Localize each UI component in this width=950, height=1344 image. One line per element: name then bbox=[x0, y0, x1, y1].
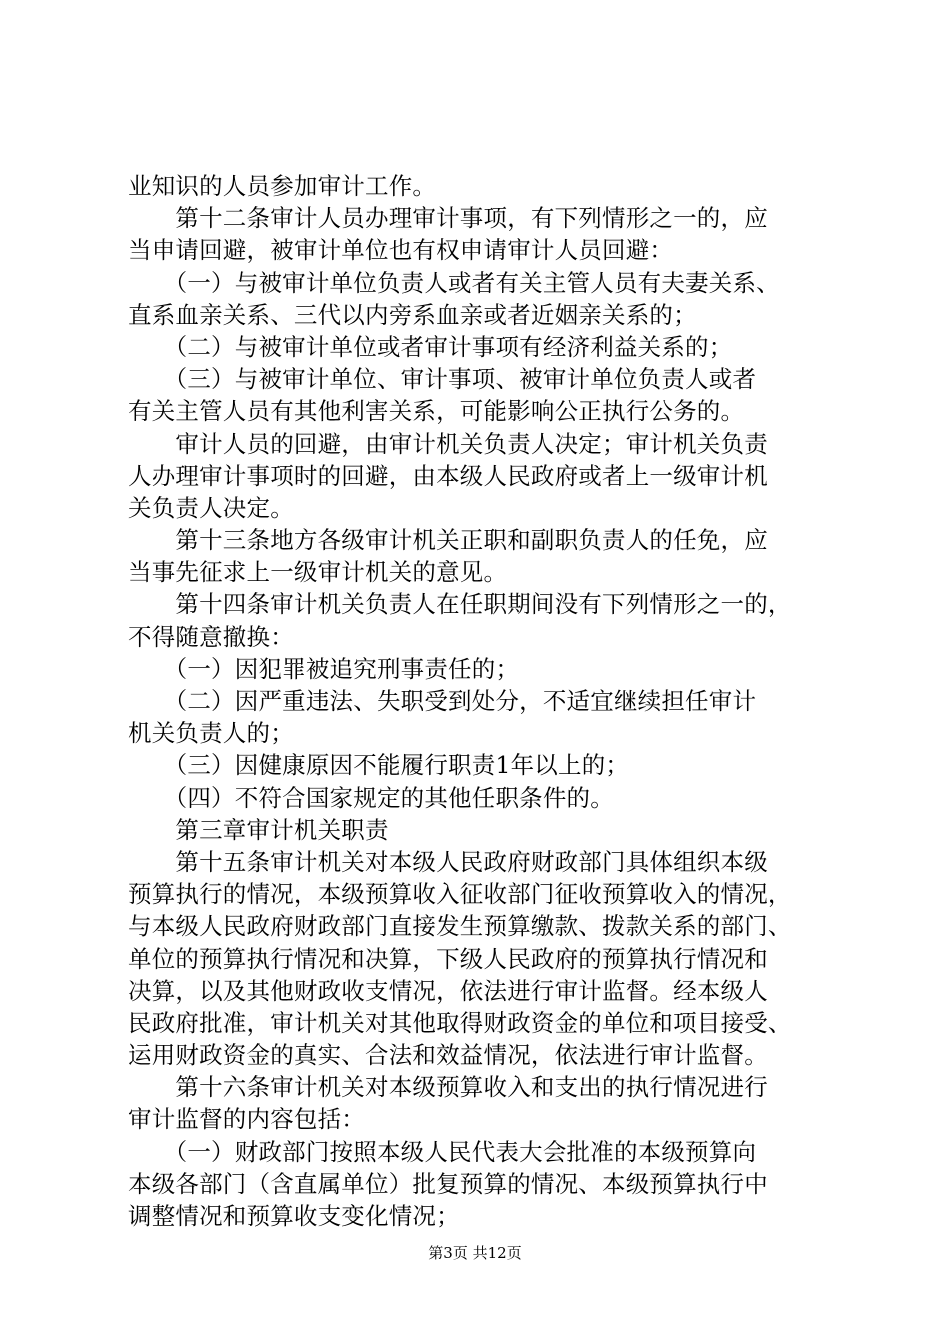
text-line: （二）与被审计单位或者审计事项有经济利益关系的； bbox=[128, 332, 733, 361]
text-line: 第十五条审计机关对本级人民政府财政部门具体组织本级 bbox=[128, 847, 768, 876]
text-line: （三）因健康原因不能履行职责1年以上的； bbox=[128, 751, 630, 780]
text-line: 机关负责人的； bbox=[128, 719, 294, 748]
text-line: 单位的预算执行情况和决算，下级人民政府的预算执行情况和 bbox=[128, 944, 768, 973]
text-line: （一）财政部门按照本级人民代表大会批准的本级预算向 bbox=[128, 1137, 757, 1166]
document-body bbox=[128, 170, 830, 1232]
text-line: 第十六条审计机关对本级预算收入和支出的执行情况进行 bbox=[128, 1073, 768, 1102]
text-line: 第十四条审计机关负责人在任职期间没有下列情形之一的， bbox=[128, 590, 792, 619]
text-line: 当申请回避，被审计单位也有权申请审计人员回避： bbox=[128, 236, 674, 265]
page-number-footer: 第3页 共12页 bbox=[428, 1244, 522, 1262]
text-line: 直系血亲关系、三代以内旁系血亲或者近姻亲关系的； bbox=[128, 300, 697, 329]
text-line: 当事先征求上一级审计机关的意见。 bbox=[128, 558, 508, 587]
text-line: 民政府批准，审计机关对其他取得财政资金的单位和项目接受、 bbox=[128, 1008, 792, 1037]
text-line: 业知识的人员参加审计工作。 bbox=[128, 172, 437, 200]
text-line: （四）不符合国家规定的其他任职条件的。 bbox=[128, 783, 614, 812]
text-line: （一）与被审计单位负责人或者有关主管人员有夫妻关系、 bbox=[128, 268, 780, 297]
text-line: 决算，以及其他财政收支情况，依法进行审计监督。经本级人 bbox=[128, 976, 768, 1005]
text-line: 不得随意撤换： bbox=[128, 622, 294, 651]
text-line: 有关主管人员有其他利害关系，可能影响公正执行公务的。 bbox=[128, 397, 745, 426]
text-line: （二）因严重违法、失职受到处分，不适宜继续担任审计 bbox=[128, 687, 757, 715]
text-line: 预算执行的情况，本级预算收入征收部门征收预算收入的情况， bbox=[128, 880, 792, 909]
text-line: 关负责人决定。 bbox=[128, 493, 294, 522]
text-line: 第十二条审计人员办理审计事项，有下列情形之一的，应 bbox=[128, 204, 768, 233]
text-line: （一）因犯罪被追究刑事责任的； bbox=[128, 654, 520, 683]
text-line: 与本级人民政府财政部门直接发生预算缴款、拨款关系的部门、 bbox=[128, 912, 792, 941]
text-line: 第十三条地方各级审计机关正职和副职负责人的任免，应 bbox=[128, 526, 768, 555]
text-line: （三）与被审计单位、审计事项、被审计单位负责人或者 bbox=[128, 365, 757, 394]
text-line: 人办理审计事项时的回避，由本级人民政府或者上一级审计机 bbox=[128, 461, 768, 490]
text-line: 审计监督的内容包括： bbox=[128, 1105, 365, 1134]
chapter-heading: 第三章审计机关职责 bbox=[128, 815, 389, 844]
text-line: 调整情况和预算收支变化情况； bbox=[128, 1202, 460, 1230]
text-line: 审计人员的回避，由审计机关负责人决定；审计机关负责 bbox=[128, 429, 768, 458]
text-line: 本级各部门（含直属单位）批复预算的情况、本级预算执行中 bbox=[128, 1169, 768, 1198]
text-line: 运用财政资金的真实、合法和效益情况，依法进行审计监督。 bbox=[128, 1041, 768, 1070]
